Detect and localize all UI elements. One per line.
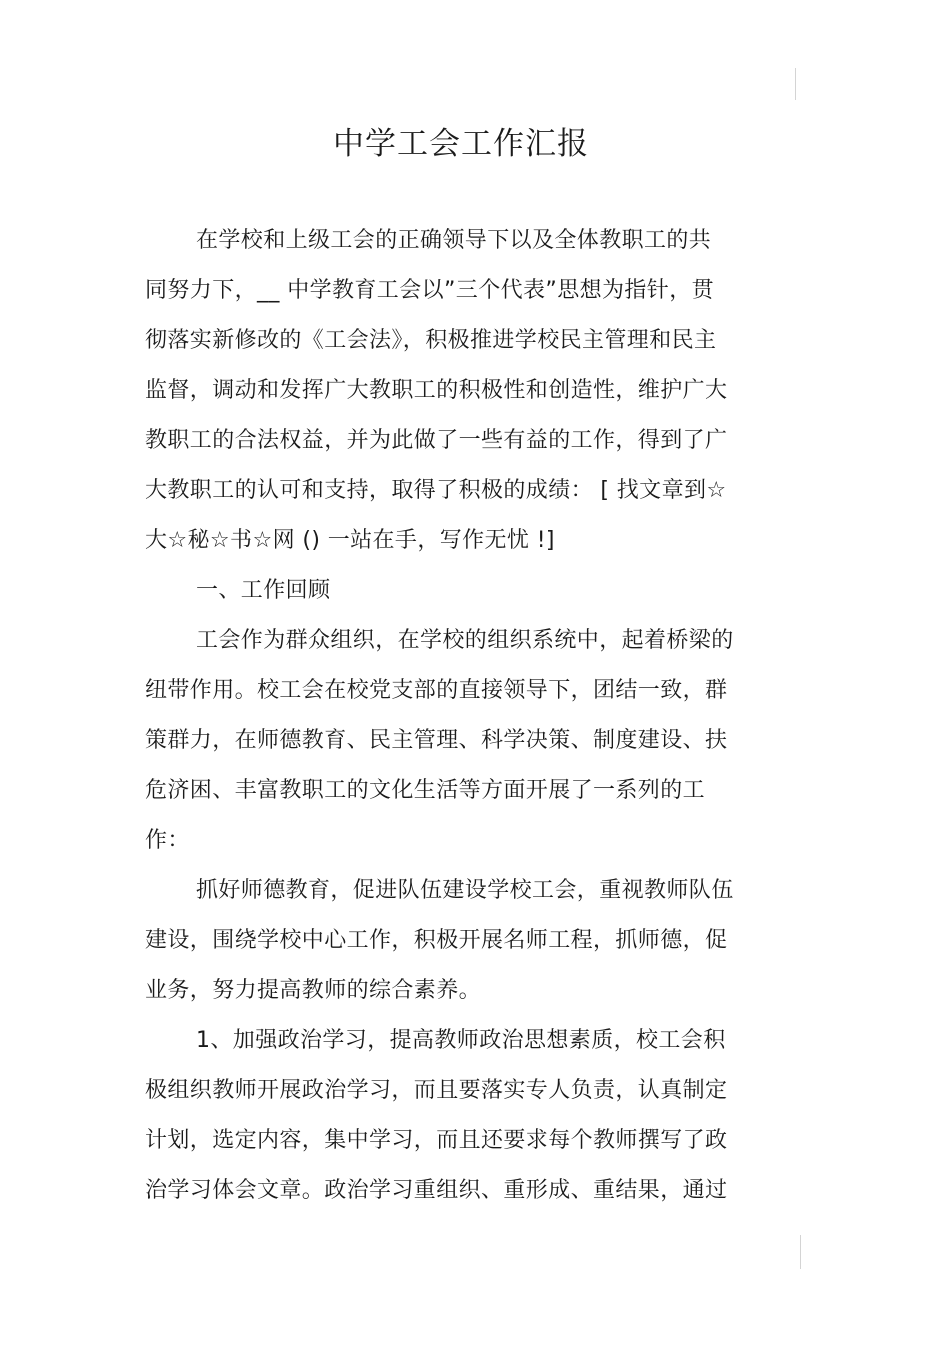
- paragraph-line: 监督，调动和发挥广大教职工的积极性和创造性，维护广大: [145, 378, 728, 403]
- paragraph-line: 计划，选定内容，集中学习，而且还要求每个教师撰写了政: [145, 1128, 728, 1153]
- paragraph-line: 策群力，在师德教育、民主管理、科学决策、制度建设、扶: [145, 728, 728, 753]
- paragraph-line: 大☆秘☆书☆网 () 一站在手，写作无忧 !]: [145, 528, 555, 553]
- section-heading: 一、工作回顾: [196, 578, 331, 603]
- paragraph-line: 业务，努力提高教师的综合素养。: [145, 978, 482, 1003]
- paragraph-line: 治学习体会文章。政治学习重组织、重形成、重结果，通过: [145, 1178, 728, 1203]
- paragraph-line: 建设，围绕学校中心工作，积极开展名师工程，抓师德，促: [145, 928, 728, 953]
- paragraph-line: 纽带作用。校工会在校党支部的直接领导下，团结一致，群: [145, 678, 728, 703]
- paragraph-line: 大教职工的认可和支持，取得了积极的成绩： [ 找文章到☆: [145, 478, 727, 503]
- paragraph-line: 工会作为群众组织，在学校的组织系统中，起着桥梁的: [196, 628, 734, 653]
- paragraph-line: 彻落实新修改的《工会法》，积极推进学校民主管理和民主: [145, 328, 717, 353]
- paragraph-line: 在学校和上级工会的正确领导下以及全体教职工的共: [196, 228, 712, 253]
- paragraph-line: 极组织教师开展政治学习，而且要落实专人负责，认真制定: [145, 1078, 728, 1103]
- paragraph-line: 危济困、丰富教职工的文化生活等方面开展了一系列的工: [145, 778, 706, 803]
- paragraph-line: 教职工的合法权益，并为此做了一些有益的工作，得到了广: [145, 428, 728, 453]
- paragraph-line: 1、加强政治学习，提高教师政治思想素质，校工会积: [196, 1028, 726, 1053]
- document-title: 中学工会工作汇报: [333, 126, 589, 162]
- page-edge-mark-bottom: [800, 1235, 801, 1269]
- paragraph-line: 同努力下，__ 中学教育工会以”三个代表”思想为指针，贯: [145, 278, 714, 303]
- paragraph-line: 抓好师德教育，促进队伍建设学校工会，重视教师队伍: [196, 878, 734, 903]
- page-edge-mark-top: [795, 68, 796, 100]
- paragraph-line: 作：: [145, 828, 190, 853]
